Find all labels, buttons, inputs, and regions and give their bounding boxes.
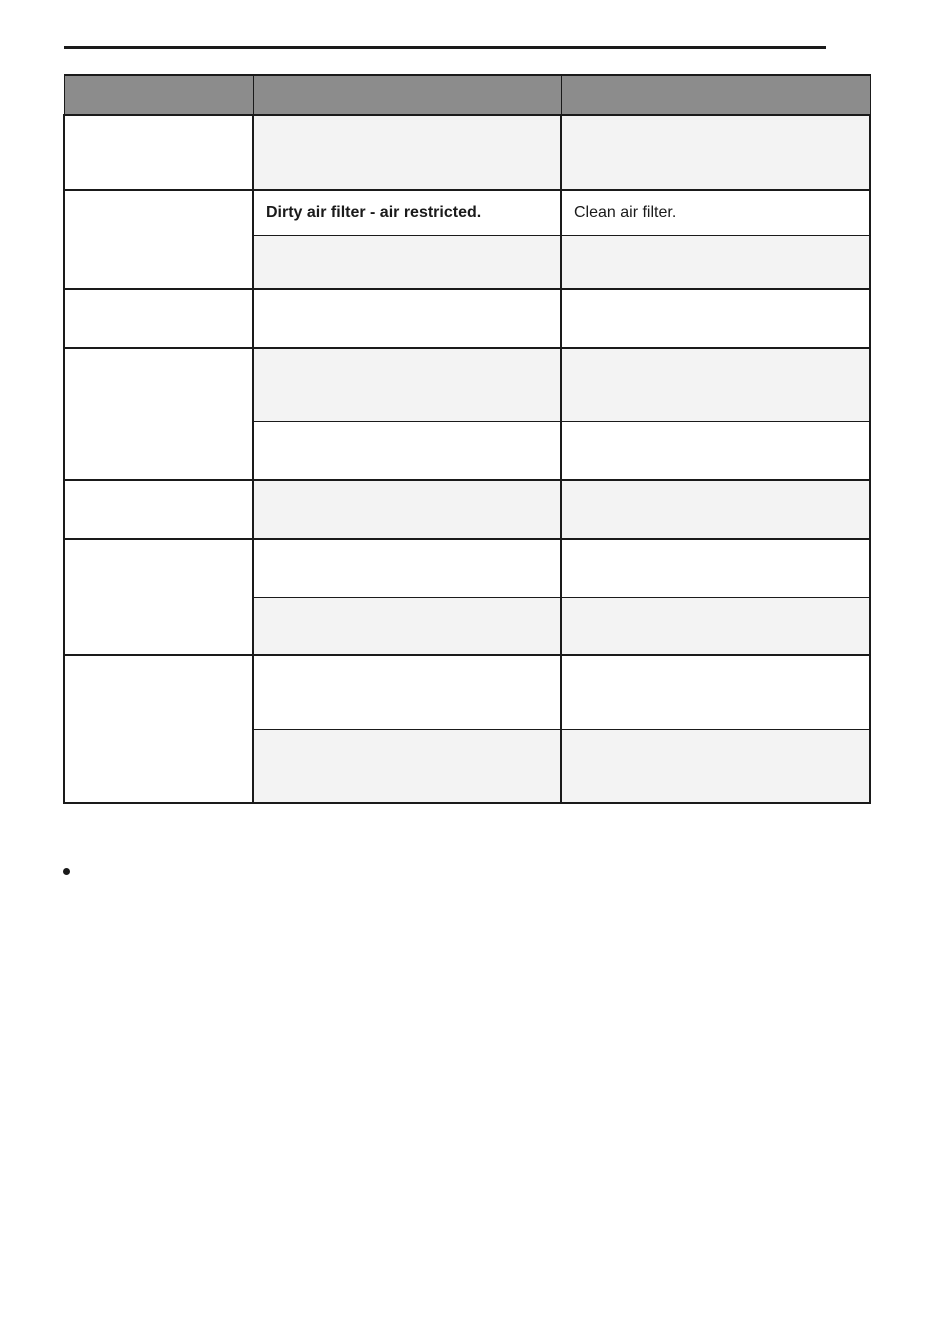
table-row <box>64 348 870 421</box>
troubleshooting-table <box>63 74 871 804</box>
header-cause <box>253 75 561 115</box>
solution-cell <box>561 115 870 190</box>
cause-cell <box>253 348 561 421</box>
table-row <box>64 190 870 235</box>
table-row <box>64 289 870 348</box>
problem-cell <box>64 348 253 480</box>
solution-cell <box>561 421 870 480</box>
solution-cell <box>561 289 870 348</box>
table-row <box>64 115 870 190</box>
problem-cell <box>64 655 253 803</box>
cause-cell <box>253 480 561 539</box>
table-header-row <box>64 75 870 115</box>
header-problem <box>64 75 253 115</box>
cause-cell <box>253 655 561 729</box>
table-row <box>64 539 870 597</box>
table-row <box>64 480 870 539</box>
solution-cell: Clean air filter. <box>561 190 870 235</box>
cause-cell <box>253 115 561 190</box>
problem-cell <box>64 480 253 539</box>
note-bullet-icon <box>63 868 70 875</box>
solution-cell <box>561 235 870 289</box>
table-row <box>64 655 870 729</box>
solution-cell <box>561 480 870 539</box>
cause-cell <box>253 597 561 655</box>
problem-cell <box>64 539 253 655</box>
solution-cell <box>561 597 870 655</box>
problem-cell <box>64 190 253 289</box>
solution-cell <box>561 729 870 803</box>
cause-cell: Dirty air filter - air restricted. <box>253 190 561 235</box>
header-solution <box>561 75 870 115</box>
solution-cell <box>561 539 870 597</box>
cause-cell <box>253 289 561 348</box>
cause-cell <box>253 421 561 480</box>
cause-cell <box>253 729 561 803</box>
solution-cell <box>561 655 870 729</box>
solution-cell <box>561 348 870 421</box>
cause-cell <box>253 539 561 597</box>
cause-cell <box>253 235 561 289</box>
problem-cell <box>64 289 253 348</box>
problem-cell <box>64 115 253 190</box>
header-rule <box>64 46 826 49</box>
